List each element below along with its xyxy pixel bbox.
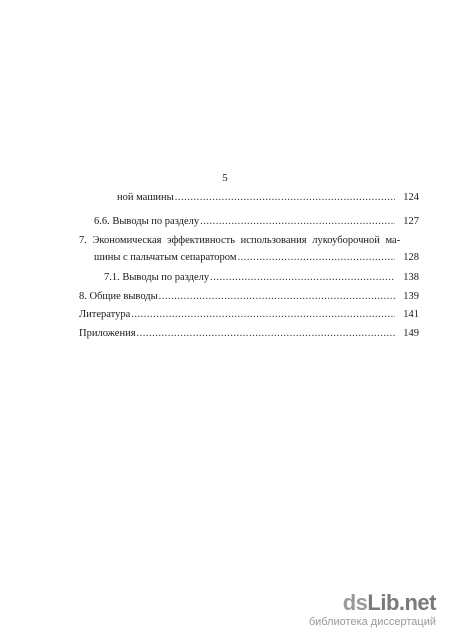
toc-leader-dots bbox=[210, 272, 395, 283]
toc-entry-title: ной машины bbox=[117, 192, 174, 203]
toc-leader-dots bbox=[159, 291, 395, 302]
toc-leader-dots bbox=[200, 216, 395, 227]
toc-entry bbox=[79, 328, 419, 342]
toc-entry-title: 7.1. Выводы по разделу bbox=[104, 272, 210, 283]
toc-entry-page: 139 bbox=[403, 291, 419, 302]
toc-entry-page: 149 bbox=[403, 328, 419, 339]
toc-entry bbox=[79, 272, 419, 286]
toc-leader-dots bbox=[131, 309, 395, 320]
toc-leader-dots bbox=[175, 192, 395, 203]
toc-entry bbox=[79, 216, 419, 230]
toc-entry bbox=[79, 252, 419, 266]
toc-entry-title: 8. Общие выводы bbox=[79, 291, 158, 302]
watermark bbox=[309, 592, 436, 628]
toc-entry-page: 127 bbox=[403, 216, 419, 227]
page-number: 5 bbox=[222, 172, 228, 184]
toc-entry-page: 124 bbox=[403, 192, 419, 203]
toc-entry-title: Приложения bbox=[79, 328, 136, 339]
toc-entry-title: Литература bbox=[79, 309, 131, 320]
toc-entry bbox=[79, 309, 419, 323]
toc-entry bbox=[79, 291, 419, 305]
toc-entry-page: 138 bbox=[403, 272, 419, 283]
toc-entry-page: 141 bbox=[403, 309, 419, 320]
toc-entry bbox=[79, 235, 419, 249]
toc-leader-dots bbox=[137, 328, 395, 339]
toc-entry bbox=[79, 192, 419, 206]
watermark-subtitle: библиотека диссертаций bbox=[308, 616, 436, 628]
toc-leader-dots bbox=[237, 252, 395, 263]
dslib-logo: dsLib.net bbox=[342, 590, 436, 615]
toc-entry-title: шины с пальчатым сепаратором bbox=[94, 252, 237, 263]
toc-entry-page: 128 bbox=[403, 252, 419, 263]
toc-entry-title: 7. Экономическая эффективность использования лукоуборочной ма- bbox=[79, 235, 401, 246]
toc-entry-title: 6.6. Выводы по разделу bbox=[94, 216, 200, 227]
